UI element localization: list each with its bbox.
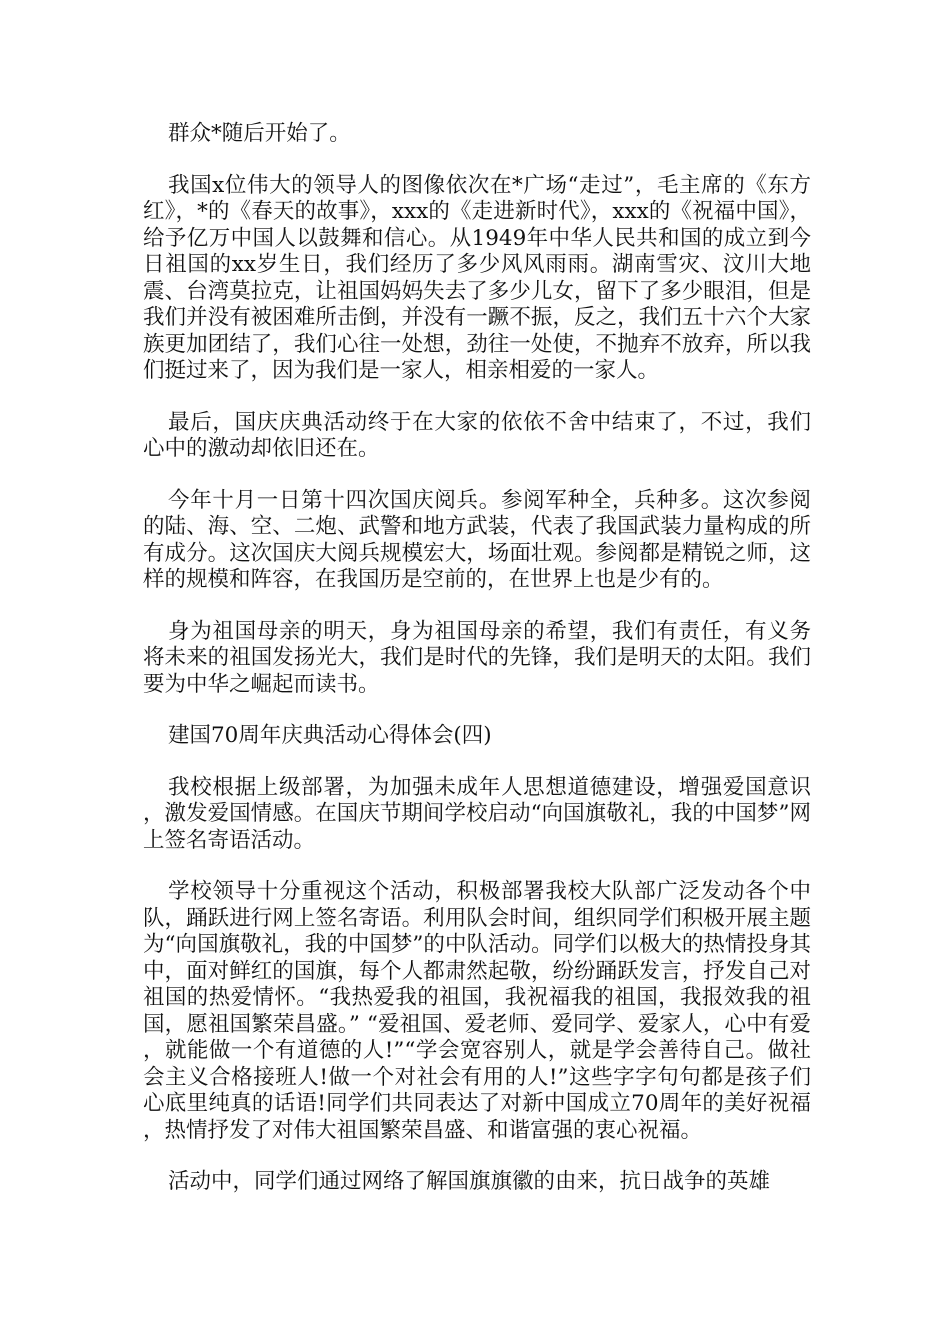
paragraph-crowd-start: 群众*随后开始了。 — [168, 121, 351, 146]
paragraph-leaders-portraits: 我国x位伟大的领导人的图像依次在*广场“走过”，毛主席的《东方红》，*的《春天的故事》，xxx的《走进新时代》，xxx的《祝福中国》，给予亿万中国人以鼓舞和信心。从1949年中华人民共和国的成立到今日祖国的xx岁生日，我们经历了多少风风雨雨。湖南雪灾、汶川大地震、台湾莫拉克，让祖国妈妈失去了多少儿女，留下了多少眼泪，但是我们并没有被困难所击倒，并没有一蹶不振，反之，我们五十六个大家族更加团结了，我们心往一处想，劲往一处使，不抛弃不放弃，所以我们挺过来了，因为我们是一家人，相亲相爱的一家人。 — [143, 172, 811, 383]
paragraph-school-activity: 我校根据上级部署，为加强未成年人思想道德建设，增强爱国意识，激发爱国情感。在国庆节期间学校启动“向国旗敬礼，我的中国梦”网上签名寄语活动。 — [143, 774, 811, 853]
paragraph-responsibility: 身为祖国母亲的明天，身为祖国母亲的希望，我们有责任，有义务将未来的祖国发扬光大，我们是时代的先锋，我们是明天的太阳。我们要为中华之崛起而读书。 — [143, 618, 811, 697]
document-body — [143, 121, 811, 1221]
paragraph-celebration-end: 最后，国庆庆典活动终于在大家的依依不舍中结束了，不过，我们心中的激动却依旧还在。 — [143, 409, 811, 461]
paragraph-school-leaders: 学校领导十分重视这个活动，积极部署我校大队部广泛发动各个中队，踊跃进行网上签名寄语。利用队会时间，组织同学们积极开展主题为“向国旗敬礼，我的中国梦”的中队活动。同学们以极大的热情投身其中，面对鲜红的国旗，每个人都肃然起敬，纷纷踊跃发言，抒发自己对祖国的热爱情怀。“我热爱我的祖国，我祝福我的祖国，我报效我的祖国，愿祖国繁荣昌盛。” “爱祖国、爱老师、爱同学、爱家人，心中有爱，就能做一个有道德的人!”“学会宽容别人，就是学会善待自己。做社会主义合格接班人!做一个对社会有用的人!”这些字字句句都是孩子们心底里纯真的话语!同学们共同表达了对新中国成立70周年的美好祝福，热情抒发了对伟大祖国繁荣昌盛、和谐富强的衷心祝福。 — [143, 879, 811, 1143]
section-heading: 建国70周年庆典活动心得体会(四) — [168, 723, 492, 748]
paragraph-activity-details: 活动中，同学们通过网络了解国旗旗徽的由来，抗日战争的英雄 — [168, 1169, 771, 1194]
paragraph-military-parade: 今年十月一日第十四次国庆阅兵。参阅军种全，兵种多。这次参阅的陆、海、空、二炮、武警和地方武装，代表了我国武装力量构成的所有成分。这次国庆大阅兵规模宏大，场面壮观。参阅都是精锐之师，这样的规模和阵容，在我国历是空前的，在世界上也是少有的。 — [143, 487, 811, 592]
